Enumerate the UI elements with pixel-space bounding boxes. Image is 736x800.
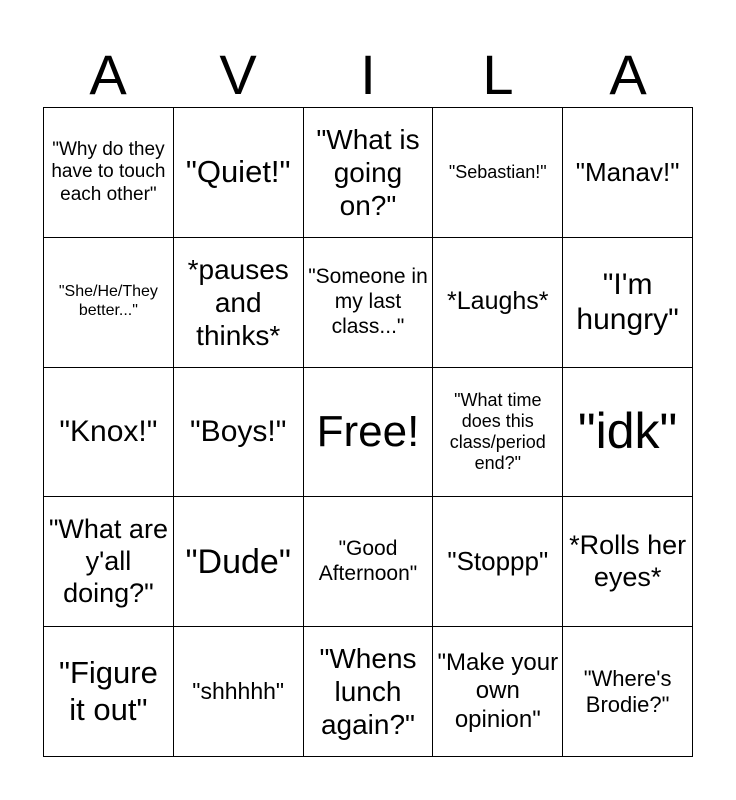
cell-text: "Where's Brodie?" [583, 665, 672, 717]
cell-text: "Knox!" [59, 415, 158, 449]
cell-text: "Manav!" [575, 157, 680, 188]
cell-text: "idk" [577, 403, 678, 460]
bingo-cell[interactable] [563, 497, 693, 627]
bingo-cell[interactable] [174, 497, 304, 627]
bingo-cell[interactable] [44, 627, 174, 757]
cell-text: "Whens lunch again?" [319, 643, 417, 741]
bingo-cell[interactable] [304, 108, 434, 238]
cell-text: "What time does this class/period end?" [449, 389, 546, 474]
cell-text: "Figure it out" [58, 655, 158, 727]
bingo-cell[interactable] [433, 497, 563, 627]
cell-text: "What is going on?" [316, 123, 420, 221]
cell-text: "Why do they have to touch each other" [51, 138, 166, 205]
free-space-label: Free! [316, 407, 420, 457]
bingo-cell[interactable] [563, 368, 693, 498]
bingo-cell[interactable] [44, 368, 174, 498]
cell-text: "Quiet!" [185, 154, 291, 190]
cell-text: "What are y'all doing?" [48, 514, 168, 608]
bingo-board [43, 107, 693, 757]
bingo-cell[interactable] [433, 368, 563, 498]
cell-text: "Stoppp" [447, 546, 549, 577]
cell-text: *pauses and thinks* [187, 253, 289, 351]
cell-text: "Sebastian!" [448, 161, 547, 182]
header-letter-1: A [89, 43, 127, 106]
header-letter-4: L [482, 43, 514, 106]
bingo-cell[interactable] [304, 497, 434, 627]
cell-text: "Good Afternoon" [318, 537, 418, 585]
bingo-cell[interactable] [304, 238, 434, 368]
cell-text: *Rolls her eyes* [569, 529, 687, 592]
bingo-cell[interactable] [174, 368, 304, 498]
cell-text: "Dude" [185, 542, 291, 581]
bingo-cell[interactable] [563, 108, 693, 238]
header-letter-3: I [360, 43, 376, 106]
bingo-cell[interactable] [44, 497, 174, 627]
bingo-cell[interactable] [563, 627, 693, 757]
bingo-header [43, 44, 693, 106]
free-space-cell[interactable] [304, 368, 434, 498]
bingo-cell[interactable] [563, 238, 693, 368]
bingo-cell[interactable] [44, 108, 174, 238]
bingo-cell[interactable] [433, 108, 563, 238]
cell-text: "Make your own opinion" [437, 649, 559, 733]
bingo-cell[interactable] [44, 238, 174, 368]
cell-text: "I'm hungry" [576, 267, 679, 337]
cell-text: "She/He/They better..." [58, 283, 158, 320]
cell-text: "Someone in my last class..." [308, 265, 428, 338]
bingo-cell[interactable] [433, 238, 563, 368]
bingo-cell[interactable] [304, 627, 434, 757]
bingo-cell[interactable] [174, 238, 304, 368]
bingo-cell[interactable] [174, 627, 304, 757]
cell-text: "shhhhh" [192, 678, 285, 705]
cell-text: *Laughs* [447, 287, 549, 316]
header-letter-5: A [609, 43, 647, 106]
bingo-cell[interactable] [433, 627, 563, 757]
cell-text: "Boys!" [190, 415, 287, 449]
bingo-cell[interactable] [174, 108, 304, 238]
header-letter-2: V [219, 43, 257, 106]
